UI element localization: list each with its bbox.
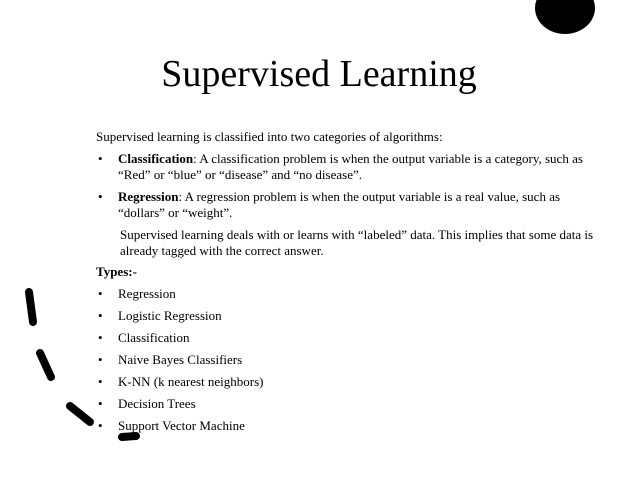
dash-decoration-2 xyxy=(40,353,51,377)
list-item xyxy=(96,418,596,434)
bullet-icon: • xyxy=(98,396,103,411)
bullet-icon: • xyxy=(98,286,103,301)
list-item-label: Regression xyxy=(118,286,176,301)
bullet-icon: • xyxy=(98,330,103,345)
list-item-label: Decision Trees xyxy=(118,396,196,411)
slide-title: Supervised Learning xyxy=(161,53,477,95)
bullet-icon: • xyxy=(98,374,103,389)
list-item xyxy=(96,330,596,346)
intro-text: Supervised learning is classified into two categories of algorithms: xyxy=(96,129,443,144)
category-term: Regression xyxy=(118,189,179,204)
bullet-icon: • xyxy=(98,151,103,166)
labeled-data-note: Supervised learning deals with or learns with “labeled” data. This implies that some data is already tagged with the correct answer. xyxy=(120,227,594,258)
slide-content xyxy=(96,129,596,440)
types-heading: Types:- xyxy=(96,264,137,279)
list-item-label: Support Vector Machine xyxy=(118,418,245,433)
dash-decoration-1 xyxy=(29,292,33,322)
list-item-label: Logistic Regression xyxy=(118,308,222,323)
dash-decoration-3 xyxy=(70,406,90,422)
bullet-icon: • xyxy=(98,352,103,367)
list-item xyxy=(96,374,596,390)
list-item-label: K-NN (k nearest neighbors) xyxy=(118,374,264,389)
list-item xyxy=(96,286,596,302)
bullet-icon: • xyxy=(98,308,103,323)
list-item-label: Naive Bayes Classifiers xyxy=(118,352,243,367)
list-item xyxy=(96,396,596,412)
bullet-icon: • xyxy=(98,418,103,433)
category-term: Classification xyxy=(118,151,194,166)
category-description: : A regression problem is when the output variable is a real value, such as “dollars” or “weight”. xyxy=(118,189,561,220)
list-item xyxy=(96,308,596,324)
types-list xyxy=(96,286,596,434)
bullet-icon: • xyxy=(98,189,103,204)
category-item-regression xyxy=(96,189,596,221)
list-item xyxy=(96,352,596,368)
category-item-classification xyxy=(96,151,596,183)
list-item-label: Classification xyxy=(118,330,190,345)
top-right-oval-decoration xyxy=(535,0,595,34)
category-description: : A classification problem is when the output variable is a category, such as “Red” or “blue” or “disease” and “no disease”. xyxy=(118,151,583,182)
